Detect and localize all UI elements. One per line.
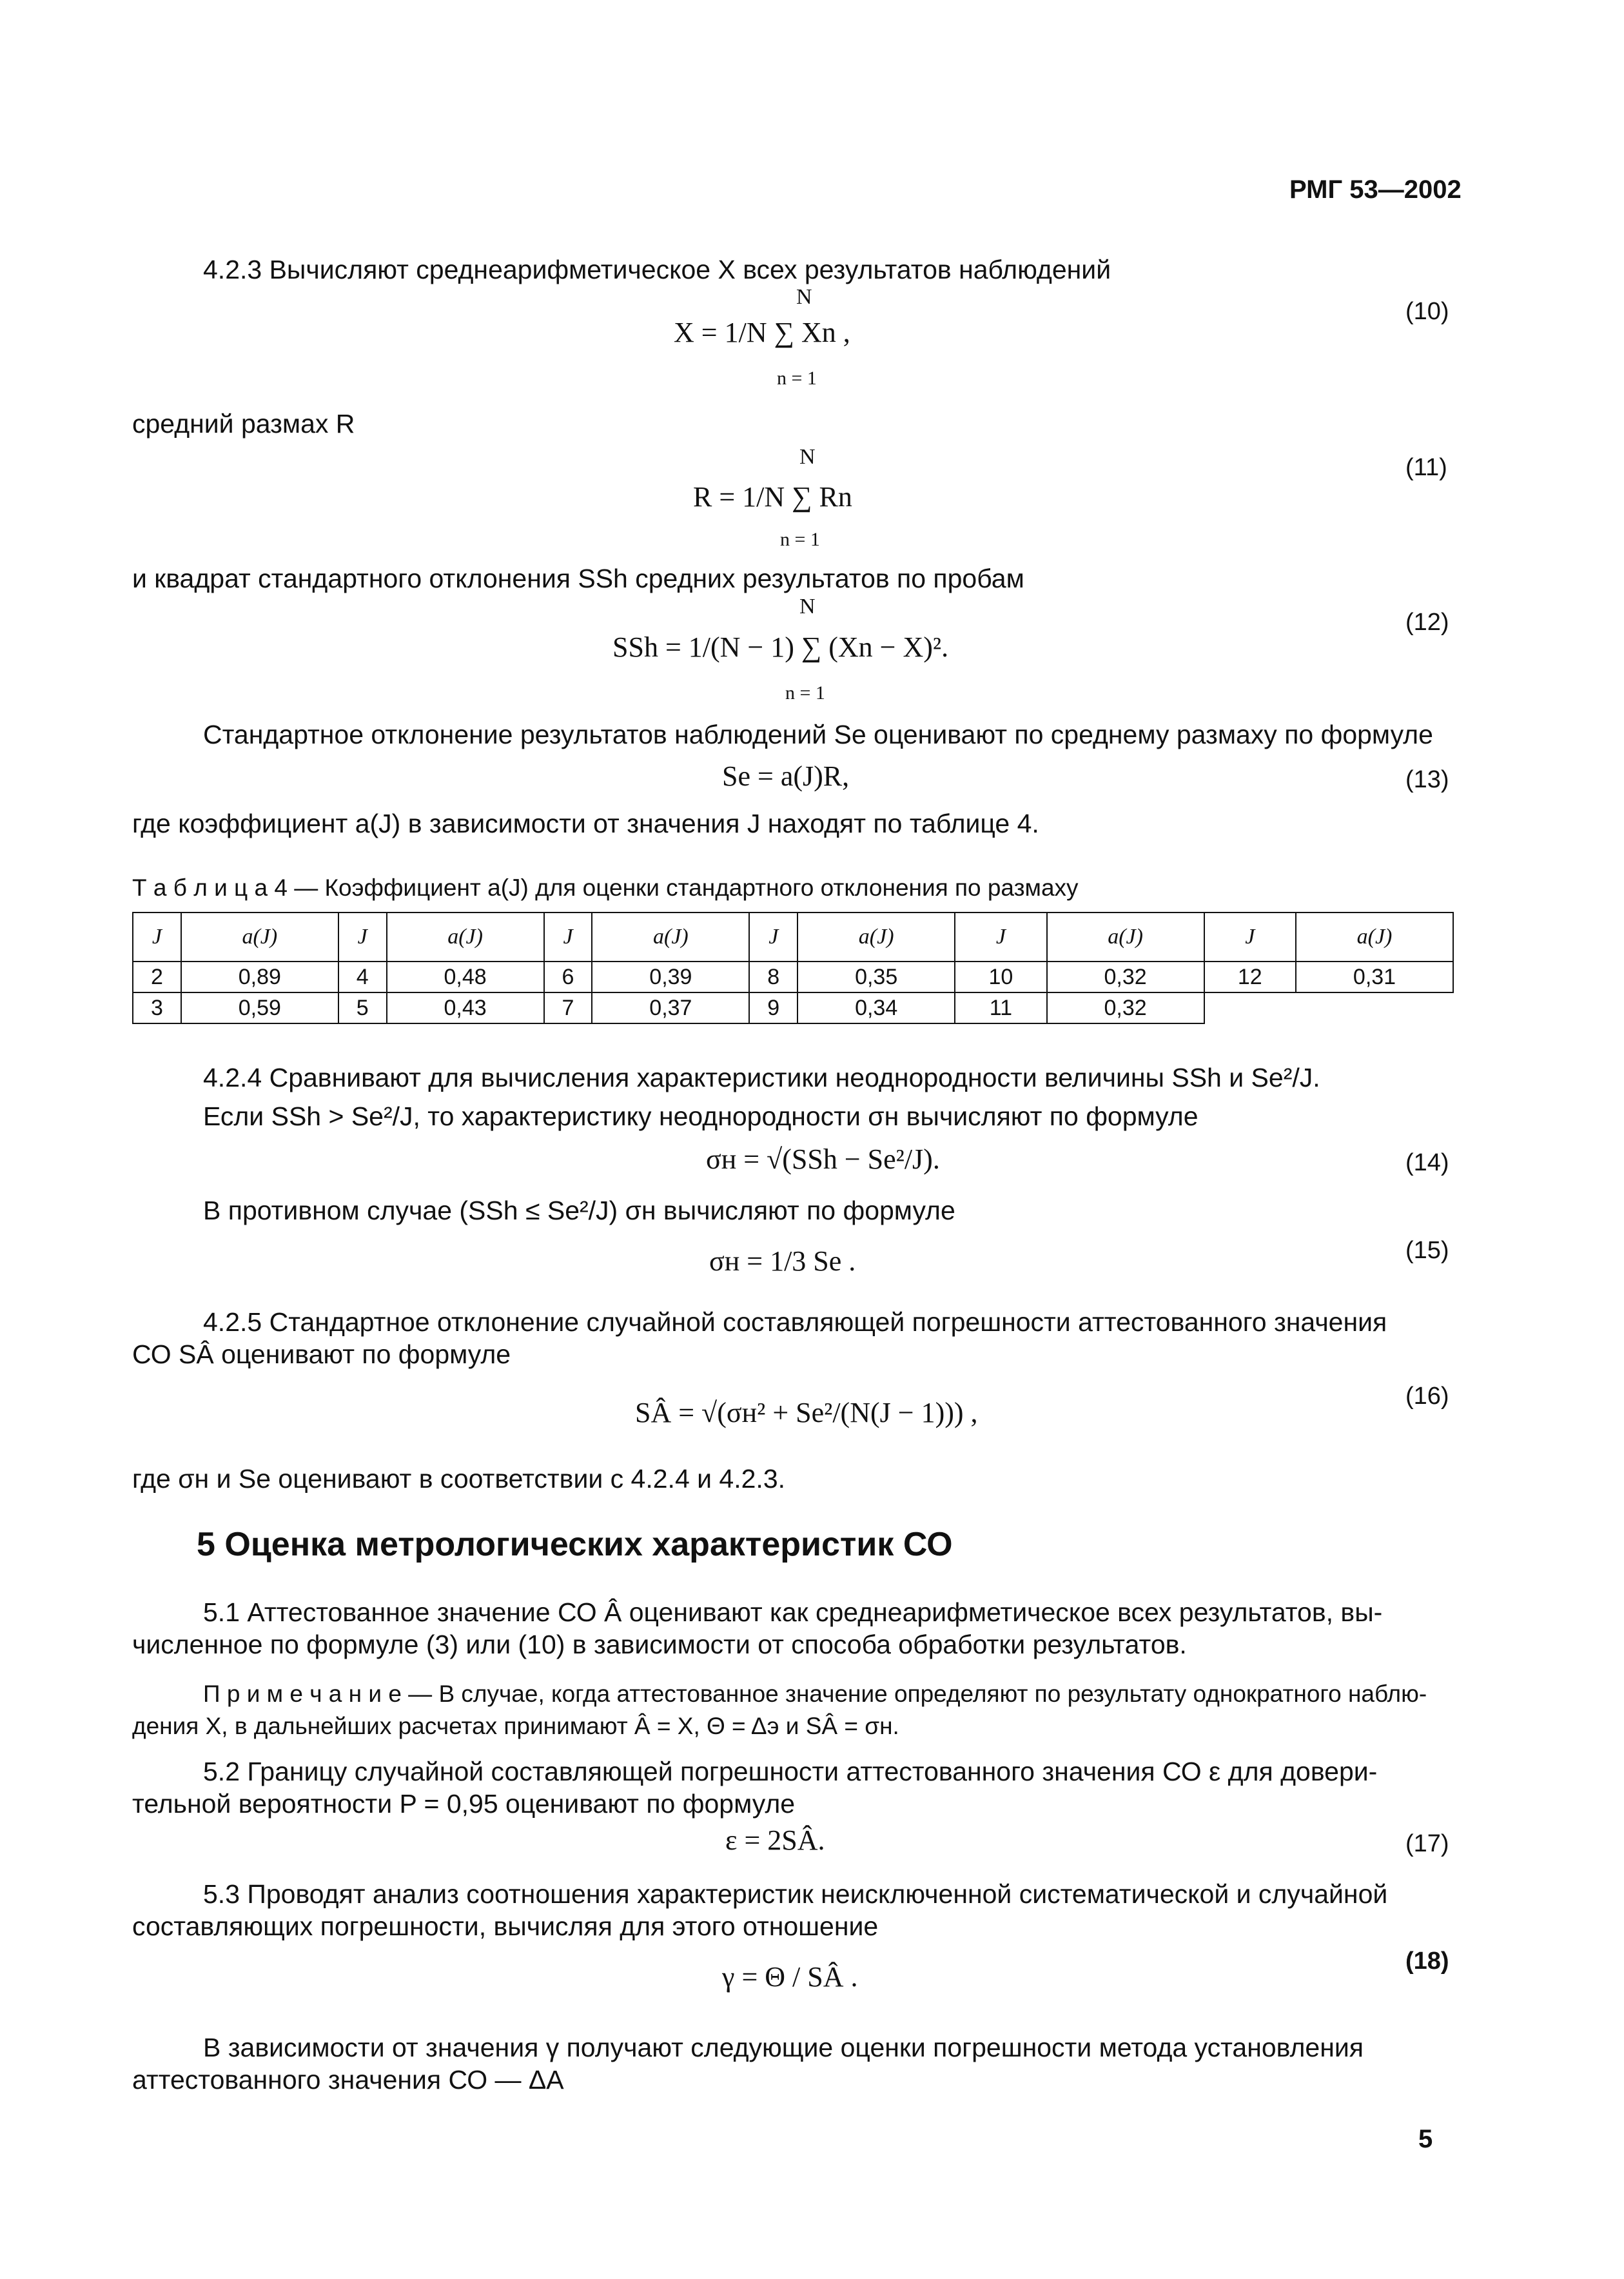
formula-11-sum-bottom: n = 1 <box>780 529 820 550</box>
paragraph-5-1-b: численное по формуле (3) или (10) в зависимости от способа обработки результатов. <box>132 1630 1187 1659</box>
paragraph-5-3-d: аттестованного значения СО — ΔA <box>132 2065 564 2095</box>
formula-12: SSh = 1/(N − 1) ∑ (Xn − X)². <box>612 631 949 663</box>
table-cell: 0,31 <box>1296 962 1453 992</box>
table-cell: 3 <box>133 992 181 1023</box>
table-cell: 0,32 <box>1047 992 1204 1023</box>
table-header-a: a(J) <box>592 913 749 962</box>
paragraph-4-2-4-b: Если SSh > Se²/J, то характеристику неоднородности σн вычисляют по формуле <box>203 1101 1198 1131</box>
table-cell-empty <box>1204 992 1296 1023</box>
table-header-a: a(J) <box>1047 913 1204 962</box>
table-cell-empty <box>1296 992 1453 1023</box>
equation-number-10: (10) <box>1405 298 1449 325</box>
table-cell: 0,35 <box>797 962 955 992</box>
equation-number-14: (14) <box>1405 1149 1449 1176</box>
table-row <box>133 962 1453 992</box>
page-number: 5 <box>1418 2125 1433 2153</box>
equation-number-12: (12) <box>1405 609 1449 636</box>
table-header-a: a(J) <box>387 913 544 962</box>
formula-10-sum-top: N <box>796 285 812 309</box>
table-header-j: J <box>133 913 181 962</box>
paragraph-4-2-4-a: 4.2.4 Сравнивают для вычисления характеристики неоднородности величины SSh и Se²/J. <box>203 1063 1320 1092</box>
table-cell: 0,32 <box>1047 962 1204 992</box>
document-code: РМГ 53—2002 <box>1289 175 1462 204</box>
formula-11: R = 1/N ∑ Rn <box>693 481 852 513</box>
table-cell: 8 <box>749 962 797 992</box>
equation-number-18: (18) <box>1405 1948 1449 1975</box>
formula-10-sum-bottom: n = 1 <box>777 368 817 389</box>
table-cell: 9 <box>749 992 797 1023</box>
table-cell: 5 <box>338 992 387 1023</box>
paragraph-4-2-5-b: СО SÂ оценивают по формуле <box>132 1339 511 1369</box>
note-line-2: дения X, в дальнейших расчетах принимают Â = X, Θ = Δэ и SÂ = σн. <box>132 1713 899 1739</box>
paragraph-4-2-5-c: где σн и Se оценивают в соответствии с 4.2.4 и 4.2.3. <box>132 1464 786 1494</box>
section-5-heading: 5 Оценка метрологических характеристик СО <box>197 1526 953 1563</box>
table-header-j: J <box>338 913 387 962</box>
table-cell: 0,43 <box>387 992 544 1023</box>
paragraph-5-3-b: составляющих погрешности, вычисляя для этого отношение <box>132 1911 879 1941</box>
table-cell: 10 <box>955 962 1046 992</box>
table-cell: 12 <box>1204 962 1296 992</box>
paragraph-5-2-a: 5.2 Границу случайной составляющей погрешности аттестованного значения СО ε для довери- <box>203 1757 1378 1786</box>
paragraph-5-2-b: тельной вероятности P = 0,95 оценивают по формуле <box>132 1789 796 1819</box>
table-cell: 0,59 <box>181 992 338 1023</box>
table-header-j: J <box>749 913 797 962</box>
paragraph-ss: и квадрат стандартного отклонения SSh средних результатов по пробам <box>132 564 1024 593</box>
formula-17: ε = 2SÂ. <box>725 1824 825 1856</box>
paragraph-5-1-a: 5.1 Аттестованное значение СО Â оценивают как среднеарифметическое всех результатов, вы- <box>203 1597 1383 1627</box>
table-cell: 7 <box>544 992 592 1023</box>
paragraph-se: Стандартное отклонение результатов наблюдений Se оценивают по среднему размаху по формуле <box>203 720 1433 749</box>
paragraph-range: средний размах R <box>132 409 355 439</box>
formula-12-sum-top: N <box>799 595 816 618</box>
table-cell: 0,37 <box>592 992 749 1023</box>
paragraph-5-3-c: В зависимости от значения γ получают следующие оценки погрешности метода установления <box>203 2033 1364 2062</box>
formula-15: σн = 1/3 Se . <box>709 1245 856 1277</box>
paragraph-4-2-5-a: 4.2.5 Стандартное отклонение случайной составляющей погрешности аттестованного значения <box>203 1307 1387 1337</box>
table-cell: 0,34 <box>797 992 955 1023</box>
formula-13: Se = a(J)R, <box>722 760 850 792</box>
table-cell: 11 <box>955 992 1046 1023</box>
formula-12-sum-bottom: n = 1 <box>785 682 825 704</box>
paragraph-5-3-a: 5.3 Проводят анализ соотношения характеристик неисключенной систематической и случайной <box>203 1879 1388 1909</box>
table-header-a: a(J) <box>181 913 338 962</box>
table-header-a: a(J) <box>797 913 955 962</box>
table-cell: 6 <box>544 962 592 992</box>
formula-16: SÂ = √(σн² + Se²/(N(J − 1))) , <box>635 1397 978 1428</box>
table-row <box>133 992 1453 1023</box>
table-4-caption: Т а б л и ц а 4 — Коэффициент a(J) для оценки стандартного отклонения по размаху <box>132 874 1079 901</box>
table-header-j: J <box>544 913 592 962</box>
equation-number-16: (16) <box>1405 1383 1449 1410</box>
paragraph-4-2-4-c: В противном случае (SSh ≤ Se²/J) σн вычисляют по формуле <box>203 1196 955 1225</box>
paragraph-4-2-3: 4.2.3 Вычисляют среднеарифметическое X всех результатов наблюдений <box>203 255 1111 284</box>
equation-number-15: (15) <box>1405 1237 1449 1264</box>
table-cell: 4 <box>338 962 387 992</box>
table-cell: 0,48 <box>387 962 544 992</box>
table-cell: 2 <box>133 962 181 992</box>
table-cell: 0,39 <box>592 962 749 992</box>
table-header-j: J <box>1204 913 1296 962</box>
formula-11-sum-top: N <box>799 445 816 469</box>
table-header-j: J <box>955 913 1046 962</box>
table-cell: 0,89 <box>181 962 338 992</box>
table-header-a: a(J) <box>1296 913 1453 962</box>
formula-10: X = 1/N ∑ Xn , <box>674 317 850 348</box>
table-header-row <box>133 913 1453 962</box>
paragraph-coef: где коэффициент a(J) в зависимости от значения J находят по таблице 4. <box>132 809 1039 838</box>
equation-number-11: (11) <box>1405 454 1447 481</box>
formula-18: γ = Θ / SÂ . <box>722 1961 858 1993</box>
equation-number-13: (13) <box>1405 766 1449 793</box>
note-line-1: П р и м е ч а н и е — В случае, когда аттестованное значение определяют по результату однократного наблю- <box>203 1681 1427 1707</box>
coefficient-table <box>132 912 1454 1024</box>
equation-number-17: (17) <box>1405 1830 1449 1857</box>
formula-14: σн = √(SSh − Se²/J). <box>706 1143 940 1175</box>
